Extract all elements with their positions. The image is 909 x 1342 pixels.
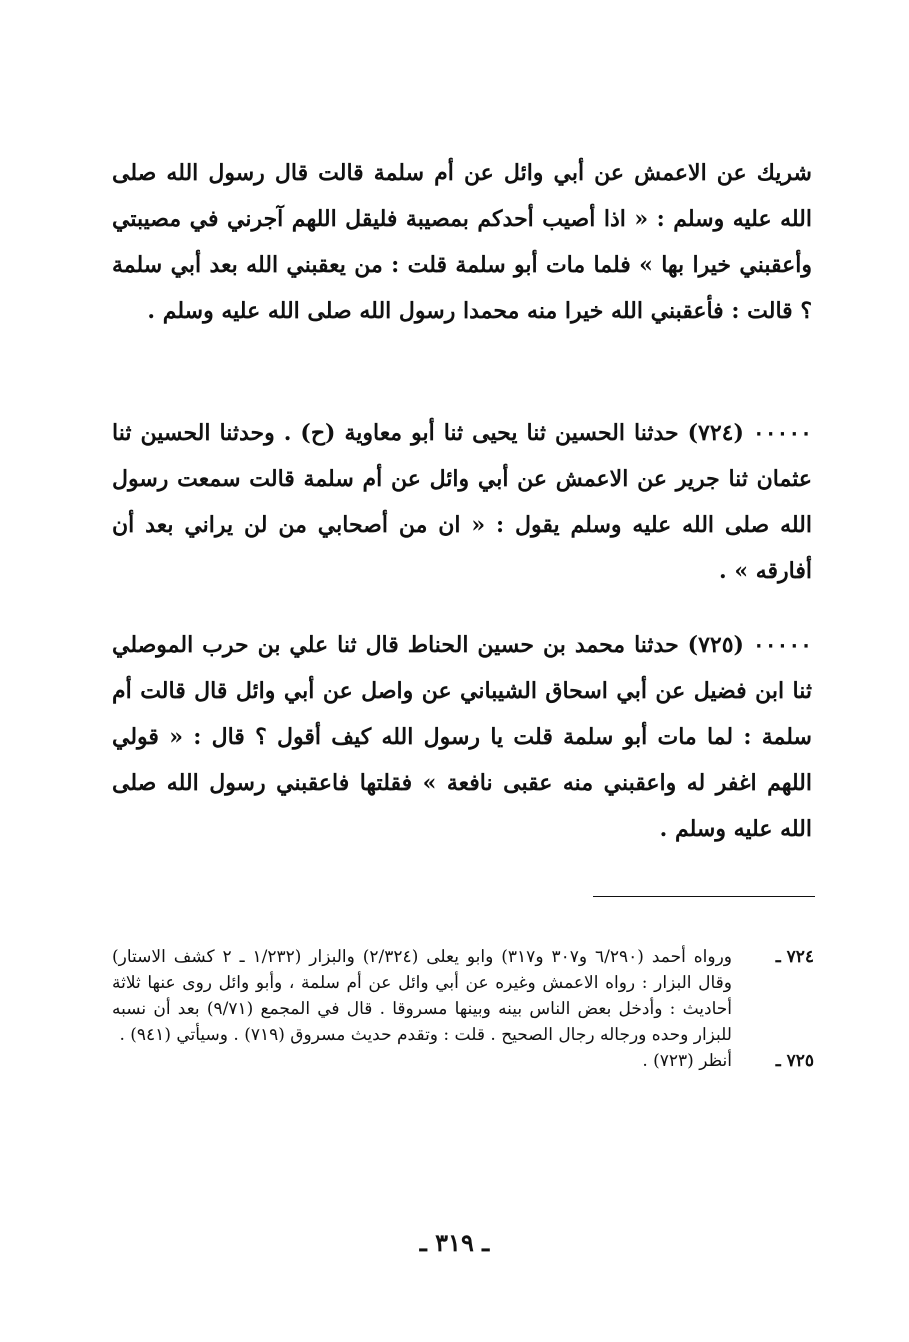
footnote-divider [593, 896, 815, 897]
footnote-724 [112, 944, 814, 1048]
hadith-724 [112, 410, 812, 594]
paragraph-continuation [112, 150, 812, 334]
paragraph-text: شريك عن الاعمش عن أبي وائل عن أم سلمة قالت قال رسول الله صلى الله عليه وسلم : « اذا أصيب أحدكم بمصيبة فليقل اللهم آجرني في مصيبتي وأعقبني خيرا بها » فلما مات أبو سلمة قلت : من يعقبني الله بعد أبي سلمة ؟ قالت : فأعقبني الله خيرا منه محمدا رسول الله صلى الله عليه وسلم . [112, 160, 812, 324]
footnote-text: ورواه أحمد (٦/٢٩٠ و٣٠٧ و٣١٧) وابو يعلى (٢/٣٢٤) والبزار (١/٢٣٢ ـ ٢ كشف الاستار) وقال البزار : رواه الاعمش وغيره عن أبي وائل عن أم سلمة ، وأبو وائل روى عنها ثلاثة أحاديث : وأدخل بعض الناس بينه وبينها مسروقا . قال في المجمع (٩/٧١) بعد أن نسبه للبزار وحده ورجاله رجال الصحيح . قلت : وتقدم حديث مسروق (٧١٩) . وسيأتي (٩٤١) . [112, 947, 732, 1045]
footnote-725 [112, 1048, 814, 1074]
page-number: ـ ٣١٩ ـ [419, 1228, 490, 1257]
footnote-text: أنظر (٧٢٣) . [642, 1051, 732, 1071]
paragraph-text: ٠٠٠٠٠ (٧٢٤) حدثنا الحسين ثنا يحيى ثنا أبو معاوية (ح) . وحدثنا الحسين ثنا عثمان ثنا جرير عن الاعمش عن أبي وائل عن أم سلمة قالت سمعت رسول الله صلى الله عليه وسلم يقول : « ان من أصحابي من لن يراني بعد أن أفارقه » . [112, 420, 812, 584]
footnote-label: ٧٢٥ ـ [775, 1051, 814, 1071]
footnotes [112, 944, 814, 1074]
hadith-725 [112, 622, 812, 852]
paragraph-text: ٠٠٠٠٠ (٧٢٥) حدثنا محمد بن حسين الحناط قال ثنا علي بن حرب الموصلي ثنا ابن فضيل عن أبي اسحاق الشيباني عن واصل عن أبي وائل قال قالت أم سلمة : لما مات أبو سلمة قلت يا رسول الله كيف أقول ؟ قال : « قولي اللهم اغفر له واعقبني منه عقبى نافعة » فقلتها فاعقبني رسول الله صلى الله عليه وسلم . [112, 632, 812, 842]
footnote-label: ٧٢٤ ـ [775, 947, 814, 967]
